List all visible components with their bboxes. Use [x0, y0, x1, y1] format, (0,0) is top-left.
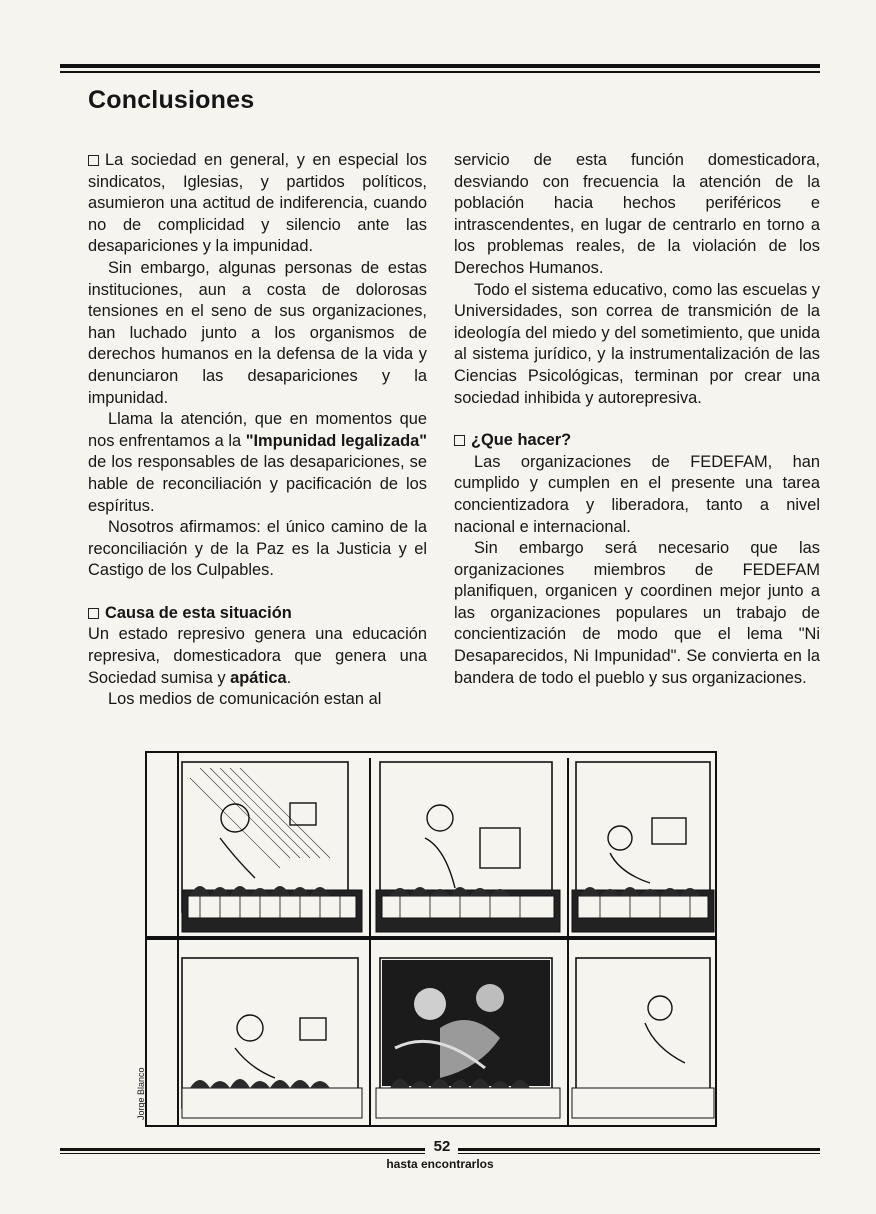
running-title: hasta encontrarlos: [386, 1157, 494, 1171]
paragraph: [88, 150, 427, 258]
emphasis-text: "Impunidad legalizada": [245, 431, 427, 450]
paragraph: Todo el sistema educativo, como las escuelas y Universidades, son correa de transmición de la ideología del miedo y del sometimiento, que unida al sistema jurídico, y la instrumentalización de las Ciencias Psicológicas, terminan por crear una sociedad inhibida y autorepresiva.: [454, 280, 820, 407]
paragraph: Sin embargo, algunas personas de estas instituciones, aun a costa de dolorosas tensiones en el seno de sus organizaciones, han luchado junto a los organismos de derechos humanos en la defensa de la vida y denunciaron las desapariciones y la impunidad.: [88, 258, 427, 407]
illustrator-signature: Jorge Blanco: [136, 1067, 146, 1120]
left-column: [88, 150, 427, 711]
header-rule-thin: [60, 71, 820, 73]
heading-text: Causa de esta situación: [105, 603, 292, 622]
page-title: Conclusiones: [88, 86, 255, 114]
footer-rule-thin: [60, 1153, 425, 1154]
header-rule-thick: [60, 64, 820, 68]
paragraph: Sin embargo será necesario que las organizaciones miembros de FEDEFAM planifiquen, organicen y coordinen mejor junto a las organizaciones populares un trabajo de concientización de modo que el lema "Ni Desaparecidos, Ni Impunidad". Se convierta en la bandera de todo el pueblo y sus organizaciones.: [454, 539, 820, 687]
paragraph: [88, 409, 427, 517]
paragraph: Nosotros afirmamos: el único camino de la reconciliación y de la Paz es la Justicia y el Castigo de los Culpables.: [88, 518, 427, 580]
paragraph: servicio de esta función domesticadora, desviando con frecuencia la atención de la población hacia hechos periféricos e intrascendentes, en lugar de centrarlo en torno a los problemas reales, de la violación de los Derechos Humanos.: [454, 151, 820, 277]
text-run: Llama la atención, que en momentos que nos enfrentamos a la: [88, 410, 427, 450]
checkbox-bullet-icon: [88, 608, 99, 619]
footer-rule: [60, 1148, 425, 1151]
right-column: [454, 150, 820, 689]
building-illustration: [140, 748, 720, 1130]
text-run: .: [286, 668, 292, 687]
section-heading: [88, 603, 427, 625]
footer-rule: [458, 1148, 820, 1151]
emphasis-text: apática: [230, 668, 287, 687]
text-run: de los responsables de las desapariciones, se hable de reconciliación y pacificación de los espíritus.: [88, 453, 427, 515]
paragraph: [88, 624, 427, 689]
footer-rule-thin: [458, 1153, 820, 1154]
page-number: 52: [433, 1138, 451, 1155]
checkbox-bullet-icon: [88, 155, 99, 166]
checkbox-bullet-icon: [454, 435, 465, 446]
text-run: Un estado represivo genera una educación represiva, domesticadora que genera una Sociedad sumisa y: [88, 625, 427, 687]
paragraph: Las organizaciones de FEDEFAM, han cumplido y cumplen en el presente una tarea concientizadora y liberadora, tanto a nivel nacional e internacional.: [454, 452, 820, 536]
section-heading: [454, 430, 820, 452]
paragraph: Los medios de comunicación estan al: [108, 690, 382, 709]
paragraph-text: La sociedad en general, y en especial los sindicatos, Iglesias, y partidos políticos, asumieron una actitud de indiferencia, cuando no de complicidad y silencio ante las desapariciones y la impunidad.: [88, 151, 427, 256]
heading-text: ¿Que hacer?: [471, 431, 572, 450]
